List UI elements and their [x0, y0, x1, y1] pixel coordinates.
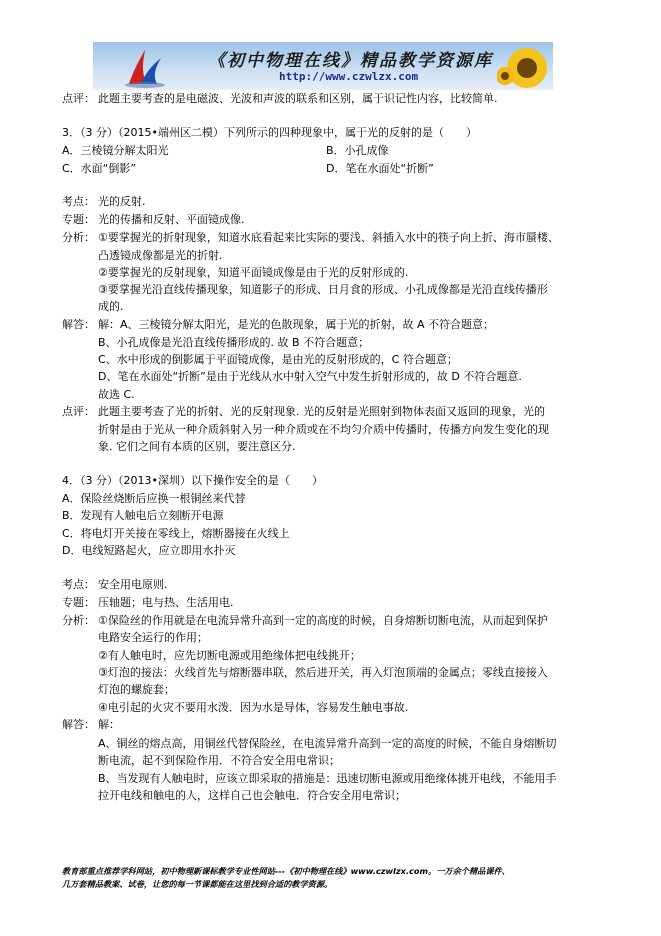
footer-line: 教育部重点推荐学科网站，初中物理新课标教学专业性网站---《初中物理在线》www.czwlzx.com。一万余个精品课件、 [62, 866, 510, 876]
q4-option-c: C．将电灯开关接在零线上，熔断器接在火线上 [62, 527, 290, 540]
q4-answer-line: B、当发现有人触电时，应该立即采取的措施是：迅速切断电源或用绝缘体挑开电线，不能用手 [98, 772, 557, 785]
q3-answer-line: 故选 C. [98, 388, 135, 401]
q3-comment-label: 点评： [62, 405, 95, 418]
q3-analysis-line: ③要掌握光沿直线传播现象，知道影子的形成、日月食的形成、小孔成像都是光沿直线传播形 [98, 283, 548, 296]
site-logo-icon [123, 44, 167, 88]
q3-answer-line: 解：A、三棱镜分解太阳光，是光的色散现象，属于光的折射，故 A 不符合题意； [98, 318, 495, 331]
q3-option-c: C．水面“倒影” [62, 162, 137, 175]
q3-option-d: D．笔在水面处“折断” [326, 162, 434, 175]
q3-option-a: A．三棱镜分解太阳光 [62, 144, 169, 157]
q4-topic-label: 专题： [62, 596, 95, 609]
site-banner [93, 42, 553, 90]
q3-comment-line: 象. 它们之间有本质的区别，要注意区分. [98, 440, 296, 453]
q4-answer-line: A、铜丝的熔点高，用铜丝代替保险丝，在电流异常升高到一定的高度的时候，不能自身熔断切 [98, 737, 557, 750]
q3-topic-text: 光的传播和反射、平面镜成像. [98, 213, 245, 226]
q4-analysis-line: ③灯泡的接法：火线首先与熔断器串联，然后进开关，再入灯泡顶端的金属点；零线直接接入 [98, 666, 548, 679]
q4-answer-line: 解： [98, 718, 120, 731]
q4-option-b: B．发现有人触电后立刻断开电源 [62, 509, 224, 522]
q3-analysis-line: ①要掌握光的折射现象，知道水底看起来比实际的要浅、斜插入水中的筷子向上折、海市蜃楼、 [98, 231, 559, 244]
q4-stem: 4．（3 分）（2013•深圳）以下操作安全的是（ ） [62, 474, 323, 487]
q3-analysis-line: ②要掌握光的反射现象，知道平面镜成像是由于光的反射形成的. [98, 266, 409, 279]
q3-topic-label: 专题： [62, 213, 95, 226]
q4-point-text: 安全用电原则. [98, 578, 168, 591]
q3-option-b: B．小孔成像 [326, 144, 389, 157]
footer-line: 几万套精品教案、试卷，让您的每一节课都能在这里找到合适的教学资源。 [62, 879, 333, 889]
q4-analysis-line: ④电引起的火灾不要用水泼．因为水是导体，容易发生触电事故. [98, 701, 409, 714]
q4-option-d: D．电线短路起火，应立即用水扑灭 [62, 544, 236, 557]
q3-answer-label: 解答： [62, 318, 95, 331]
q3-answer-line: B、小孔成像是光沿直线传播形成的. 故 B 不符合题意； [98, 336, 370, 349]
q4-answer-label: 解答： [62, 718, 95, 731]
q4-option-a: A．保险丝烧断后应换一根铜丝来代替 [62, 492, 246, 505]
q3-comment-line: 此题主要考查了光的折射、光的反射现象. 光的反射是光照射到物体表面又返回的现象，光的 [98, 405, 545, 418]
sunflower-icon [497, 46, 547, 90]
q4-analysis-line: ②有人触电时，应先切断电源或用绝缘体把电线挑开； [98, 649, 361, 662]
banner-url[interactable]: http://www.czwlzx.com [279, 70, 419, 83]
q4-topic-text: 压轴题；电与热、生活用电. [98, 596, 234, 609]
q3-comment-line: 折射是由于光从一种介质斜射入另一种介质或在不均匀介质中传播时，传播方向发生变化的现 [98, 423, 549, 436]
q3-answer-line: C、水中形成的倒影属于平面镜成像，是由光的反射形成的，C 符合题意； [98, 353, 458, 366]
prev-comment-label: 点评： [62, 92, 95, 105]
q3-point-text: 光的反射. [98, 195, 146, 208]
banner-title: 《初中物理在线》精品教学资源库 [208, 51, 493, 71]
q3-point-label: 考点： [62, 195, 95, 208]
q4-answer-line: 断电流，起不到保险作用．不符合安全用电常识； [98, 754, 340, 767]
prev-comment-text: 此题主要考查的是电磁波、光波和声波的联系和区别，属于识记性内容，比较简单. [98, 92, 498, 105]
q3-stem: 3．（3 分）（2015•端州区二模）下列所示的四种现象中，属于光的反射的是（ ） [62, 126, 477, 139]
q4-answer-line: 拉开电线和触电的人，这样自己也会触电．符合安全用电常识； [98, 789, 406, 802]
q4-analysis-line: ①保险丝的作用就是在电流异常升高到一定的高度的时候，自身熔断切断电流，从而起到保护 [98, 614, 548, 627]
q4-analysis-line: 电路安全运行的作用； [98, 631, 208, 644]
q4-point-label: 考点： [62, 578, 95, 591]
q3-analysis-line: 成的. [98, 300, 124, 313]
q4-analysis-line: 灯泡的螺旋套； [98, 683, 175, 696]
q3-analysis-line: 凸透镜成像都是光的折射. [98, 249, 223, 262]
q3-answer-line: D、笔在水面处“折断”是由于光线从水中射入空气中发生折射形成的，故 D 不符合题意. [98, 370, 522, 383]
q4-analysis-label: 分析： [62, 614, 95, 627]
q3-analysis-label: 分析： [62, 231, 95, 244]
